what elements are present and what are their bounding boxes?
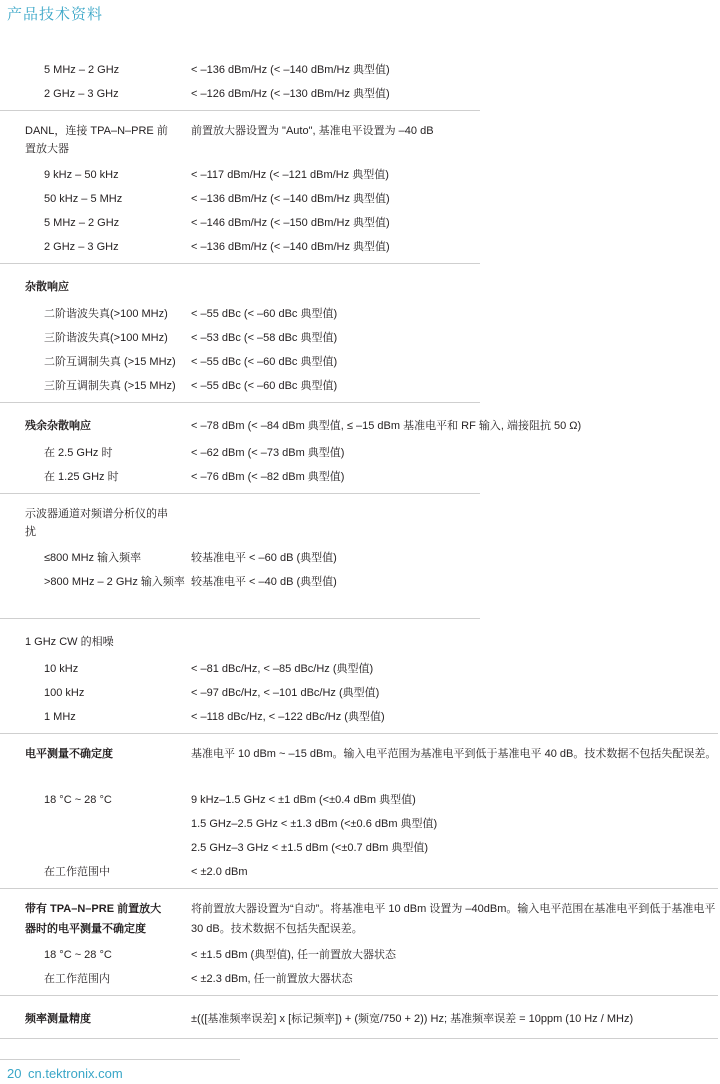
spec-row [0,681,720,705]
spec-label: 在工作范围中 [44,866,110,878]
spec-row [0,788,720,812]
spec-value: 1.5 GHz–2.5 GHz < ±1.3 dBm (<±0.6 dBm 典型值) [191,818,438,830]
spec-value: < –81 dBc/Hz, < –85 dBc/Hz (典型值) [191,663,374,675]
spec-row [0,967,720,991]
spec-value: < –136 dBm/Hz (< –140 dBm/Hz 典型值) [191,193,390,205]
spec-row [0,657,720,681]
section-heading-row [0,1004,720,1034]
section-divider [0,402,480,403]
section-heading-row [0,272,720,302]
spec-label: 1 MHz [44,711,76,723]
footer-divider [0,1059,240,1060]
spec-label: 在 1.25 GHz 时 [44,471,119,483]
spec-value: < ±2.0 dBm [191,866,248,878]
spec-label: 18 °C ~ 28 °C [44,949,112,961]
spec-label: 100 kHz [44,687,85,699]
spec-value: < –55 dBc (< –60 dBc 典型值) [191,356,338,368]
spec-table [0,58,720,1047]
spec-row [0,860,720,884]
spec-label: 2 GHz – 3 GHz [44,88,119,100]
section-note: 前置放大器设置为 "Auto", 基准电平设置为 –40 dB [191,125,434,137]
spec-row [0,302,720,326]
spec-value: < –126 dBm/Hz (< –130 dBm/Hz 典型值) [191,88,390,100]
spec-row [0,326,720,350]
section-heading-row [0,897,720,943]
spec-value: 较基准电平 < –60 dB (典型值) [191,552,337,564]
spec-row [0,705,720,729]
spec-row [0,235,720,259]
spec-label: 5 MHz – 2 GHz [44,64,120,76]
spec-value: 2.5 GHz–3 GHz < ±1.5 dBm (<±0.7 dBm 典型值) [191,842,429,854]
section-divider [0,995,718,996]
spec-value: 9 kHz–1.5 GHz < ±1 dBm (<±0.4 dBm 典型值) [191,794,416,806]
spec-label: >800 MHz – 2 GHz 输入频率 [44,576,185,588]
section-divider [0,263,480,264]
spec-value: < –146 dBm/Hz (< –150 dBm/Hz 典型值) [191,217,390,229]
spec-label: 5 MHz – 2 GHz [44,217,120,229]
section-divider [0,733,718,734]
section-divider [0,493,480,494]
spec-row [0,187,720,211]
spec-value: < ±1.5 dBm (典型值), 任一前置放大器状态 [191,949,396,961]
spec-value: < –76 dBm (< –82 dBm 典型值) [191,471,345,483]
spec-row [0,546,720,570]
spec-label: 二阶谐波失真(>100 MHz) [44,308,168,320]
spec-value: < –136 dBm/Hz (< –140 dBm/Hz 典型值) [191,64,390,76]
spec-row [0,943,720,967]
spec-row [0,211,720,235]
section-heading: 残余杂散响应 [25,420,91,432]
spec-label: 10 kHz [44,663,79,675]
section-note: < –78 dBm (< –84 dBm 典型值, ≤ –15 dBm 基准电平和 RF 输入, 端接阻抗 50 Ω) [191,420,582,432]
spec-row [0,812,720,836]
spec-value: < –62 dBm (< –73 dBm 典型值) [191,447,345,459]
spec-value: 较基准电平 < –40 dB (典型值) [191,576,337,588]
footer-url-link[interactable]: cn.tektronix.com [28,1066,123,1081]
spec-label: 二阶互调制失真 (>15 MHz) [44,356,176,368]
spec-value: < –55 dBc (< –60 dBc 典型值) [191,380,338,392]
section-heading-row [0,119,720,163]
spec-value: < –97 dBc/Hz, < –101 dBc/Hz (典型值) [191,687,380,699]
section-heading: 示波器通道对频谱分析仪的串扰 [25,508,168,538]
spec-label: 三阶互调制失真 (>15 MHz) [44,380,176,392]
section-heading: 杂散响应 [25,281,69,293]
section-note: 基准电平 10 dBm ~ –15 dBm。输入电平范围为基准电平到低于基准电平 40 dB。技术数据不包括失配误差。 [191,748,717,760]
spec-row [0,163,720,187]
section-divider [0,110,480,111]
spec-row [0,82,720,106]
page-number: 20 [7,1066,22,1081]
section-divider [0,888,718,889]
spec-label: 50 kHz – 5 MHz [44,193,123,205]
section-heading: 频率测量精度 [25,1013,91,1025]
spec-value: < –53 dBc (< –58 dBc 典型值) [191,332,338,344]
section-heading: DANL，连接 TPA–N–PRE 前置放大器 [25,125,168,155]
spec-row [0,350,720,374]
section-note: ±(([基准频率误差] x [标记频率]) + (频宽/750 + 2)) Hz; 基准频率误差 = 10ppm (10 Hz / MHz) [191,1013,634,1025]
section-heading: 1 GHz CW 的相噪 [25,636,114,648]
section-note: 将前置放大器设置为“自动”。将基准电平 10 dBm 设置为 –40dBm。输入电平范围在基准电平到低于基准电平 30 dB。技术数据不包括失配误差。 [191,903,716,935]
spec-label: 三阶谐波失真(>100 MHz) [44,332,168,344]
spec-label: 在工作范围内 [44,973,110,985]
spec-row [0,465,720,489]
spec-label: 2 GHz – 3 GHz [44,241,119,253]
section-heading-row [0,742,720,788]
spec-label: 在 2.5 GHz 时 [44,447,113,459]
section-divider [0,1038,718,1039]
section-heading-row [0,502,720,546]
spec-row [0,58,720,82]
spec-value: < –118 dBc/Hz, < –122 dBc/Hz (典型值) [191,711,385,723]
spec-label: ≤800 MHz 输入频率 [44,552,142,564]
spec-row [0,570,720,614]
spec-row [0,836,720,860]
section-divider [0,618,480,619]
spec-label: 18 °C ~ 28 °C [44,794,112,806]
spec-value: < –117 dBm/Hz (< –121 dBm/Hz 典型值) [191,169,389,181]
spec-value: < ±2.3 dBm, 任一前置放大器状态 [191,973,353,985]
section-heading: 电平测量不确定度 [25,748,113,760]
section-heading-row [0,627,720,657]
spec-row [0,441,720,465]
spec-value: < –55 dBc (< –60 dBc 典型值) [191,308,338,320]
section-heading-row [0,411,720,441]
spec-value: < –136 dBm/Hz (< –140 dBm/Hz 典型值) [191,241,390,253]
page-header-title: 产品技术资料 [7,5,104,23]
spec-label: 9 kHz – 50 kHz [44,169,119,181]
spec-row [0,374,720,398]
section-heading: 带有 TPA–N–PRE 前置放大器时的电平测量不确定度 [25,903,162,935]
